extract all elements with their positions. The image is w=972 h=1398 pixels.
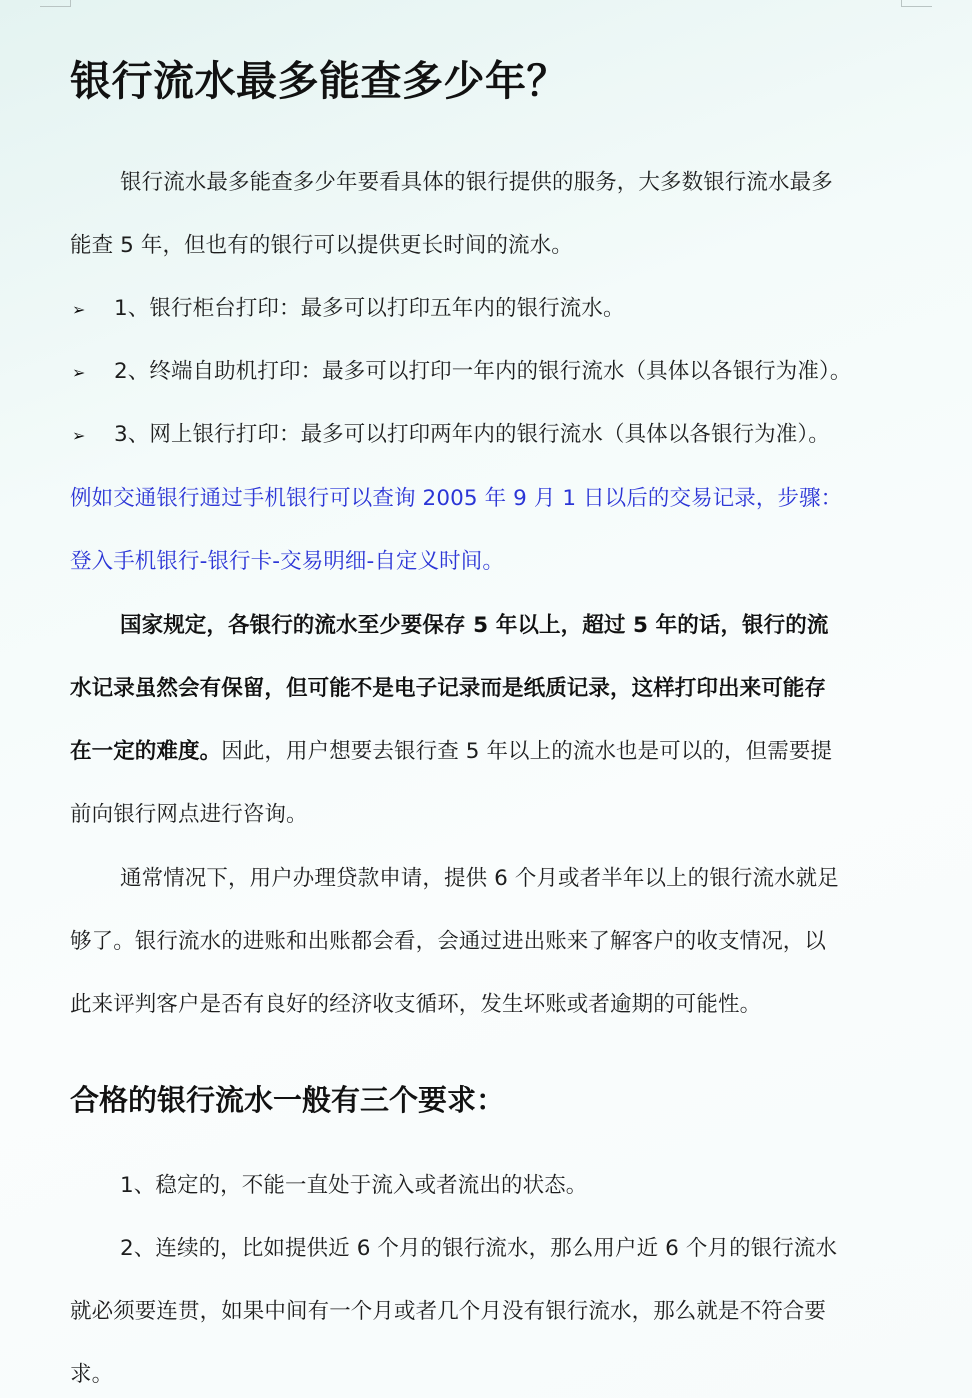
arrow-bullet-icon: ➢ xyxy=(72,300,86,319)
bullet-text: 2、终端自助机打印：最多可以打印一年内的银行流水（具体以各银行为准）。 xyxy=(114,359,852,384)
example-line: 例如交通银行通过手机银行可以查询 2005 年 9 月 1 日以后的交易记录，步骤： xyxy=(70,486,843,511)
normal-line: 够了。银行流水的进账和出账都会看，会通过进出账来了解客户的收支情况，以 xyxy=(70,929,827,954)
arrow-bullet-icon: ➢ xyxy=(72,363,86,382)
regulation-text: 因此，用户想要去银行查 5 年以上的流水也是可以的，但需要提 xyxy=(221,739,833,764)
regulation-line xyxy=(70,737,832,767)
section-heading: 合格的银行流水一般有三个要求： xyxy=(70,1083,506,1117)
intro-line: 银行流水最多能查多少年要看具体的银行提供的服务，大多数银行流水最多 xyxy=(120,170,833,195)
normal-line: 通常情况下，用户办理贷款申请，提供 6 个月或者半年以上的银行流水就足 xyxy=(120,866,839,891)
regulation-bold-text: 在一定的难度。 xyxy=(70,739,222,764)
bullet-text: 3、网上银行打印：最多可以打印两年内的银行流水（具体以各银行为准）。 xyxy=(114,422,830,447)
page-corner-mark xyxy=(901,0,932,7)
page-corner-mark xyxy=(40,0,71,7)
regulation-line: 前向银行网点进行咨询。 xyxy=(70,802,308,827)
requirement-item: 就必须要连贯，如果中间有一个月或者几个月没有银行流水，那么就是不符合要 xyxy=(70,1299,827,1324)
arrow-bullet-icon: ➢ xyxy=(72,426,86,445)
bullet-text: 1、银行柜台打印：最多可以打印五年内的银行流水。 xyxy=(114,296,625,321)
requirement-item: 2、连续的，比如提供近 6 个月的银行流水，那么用户近 6 个月的银行流水 xyxy=(120,1236,838,1261)
regulation-line: 水记录虽然会有保留，但可能不是电子记录而是纸质记录，这样打印出来可能存 xyxy=(70,676,827,701)
page-title: 银行流水最多能查多少年？ xyxy=(70,57,568,105)
normal-line: 此来评判客户是否有良好的经济收支循环，发生坏账或者逾期的可能性。 xyxy=(70,992,762,1017)
requirement-item: 求。 xyxy=(70,1362,114,1387)
example-line: 登入手机银行-银行卡-交易明细-自定义时间。 xyxy=(70,549,504,574)
intro-line: 能查 5 年，但也有的银行可以提供更长时间的流水。 xyxy=(70,233,573,258)
regulation-line: 国家规定，各银行的流水至少要保存 5 年以上，超过 5 年的话，银行的流 xyxy=(120,613,829,638)
requirement-item: 1、稳定的，不能一直处于流入或者流出的状态。 xyxy=(120,1173,588,1198)
